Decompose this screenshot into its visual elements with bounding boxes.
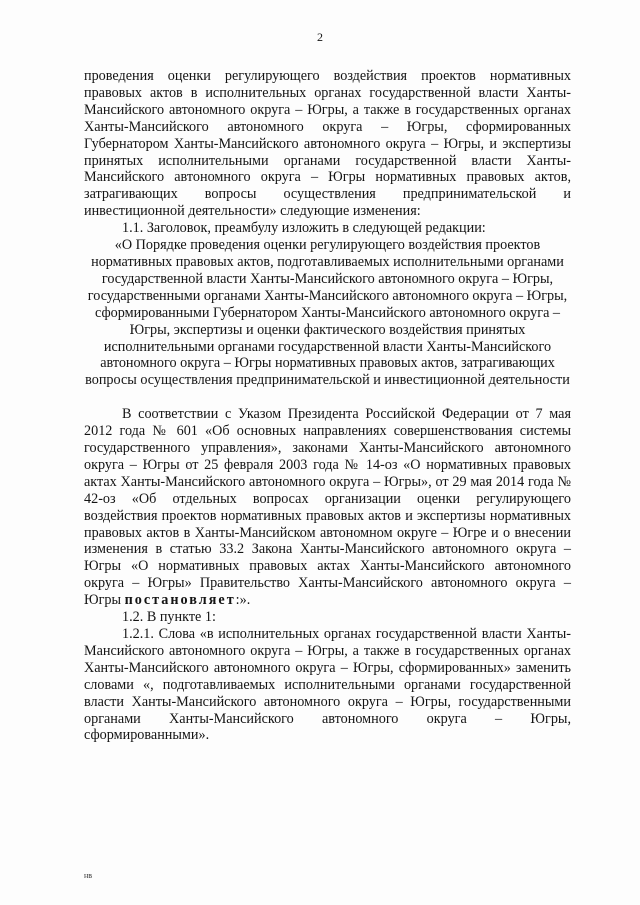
- footer-initials: нв: [84, 871, 93, 880]
- page-number: 2: [317, 30, 323, 44]
- preamble-text: В соответствии с Указом Президента Российской Федерации от 7 мая 2012 года № 601 «Об основных направлениях совершенствования системы государственного управления», законами Ханты-Мансийского автономного округа – Югры от 25 февраля 2003 года № 14-оз «О нормативных правовых актах Ханты-Мансийского автономного округа – Югры», от 29 мая 2014 года № 42-оз «Об отдельных вопросах организации оценки регулирующего воздействия проектов нормативных правовых актов и экспертизы нормативных правовых актов в Ханты-Мансийском автономном округе – Югре и о внесении изменения в статью 33.2 Закона Ханты-Мансийского автономного округа – Югры «О нормативных правовых актах Ханты-Мансийского автономного округа – Югры» Правительство Ханты-Мансийского автономного округа – Югры: [84, 406, 571, 609]
- paragraph-1-2-1: 1.2.1. Слова «в исполнительных органах государственной власти Ханты-Мансийского автономного округа – Югры, а также в государственных органах Ханты-Мансийского автономного округа – Югры, сформированных» заменить словами «, подготавливаемых исполнительными органами государственной власти Ханты-Мансийского автономного округа – Югры, государственными органами Ханты-Мансийского автономного округа – Югры, сформированными».: [84, 626, 571, 744]
- preamble-end: :».: [235, 592, 251, 609]
- paragraph-continuation: проведения оценки регулирующего воздействия проектов нормативных правовых актов в исполнительных органах государственной власти Ханты-Мансийского автономного округа – Югры, а также в государственных органах Ханты-Мансийского автономного округа – Югры, сформированных Губернатором Ханты-Мансийского автономного округа – Югры, и экспертизы принятых исполнительными органами государственной власти Ханты-Мансийского автономного округа – Югры нормативных правовых актов, затрагивающих вопросы осуществления предпринимательской и инвестиционной деятельности» следующие изменения:: [84, 68, 571, 220]
- paragraph-new-title: «О Порядке проведения оценки регулирующего воздействия проектов нормативных правовых актов, подготавливаемых исполнительными органами государственной власти Ханты-Мансийского автономного округа – Югры, государственными органами Ханты-Мансийского автономного округа – Югры, сформированными Губернатором Ханты-Мансийского автономного округа – Югры, экспертизы и оценки фактического воздействия принятых исполнительными органами государственной власти Ханты-Мансийского автономного округа – Югры нормативных правовых актов, затрагивающих вопросы осуществления предпринимательской и инвестиционной деятельности: [85, 237, 570, 389]
- paragraph-1-2: 1.2. В пункте 1:: [122, 609, 216, 626]
- document-body: [84, 68, 571, 744]
- preamble-emphasis: постановляет: [124, 592, 236, 609]
- paragraph-1-1: 1.1. Заголовок, преамбулу изложить в следующей редакции:: [122, 220, 486, 237]
- paragraph-preamble: [84, 406, 571, 609]
- paragraph-gap: [84, 389, 571, 406]
